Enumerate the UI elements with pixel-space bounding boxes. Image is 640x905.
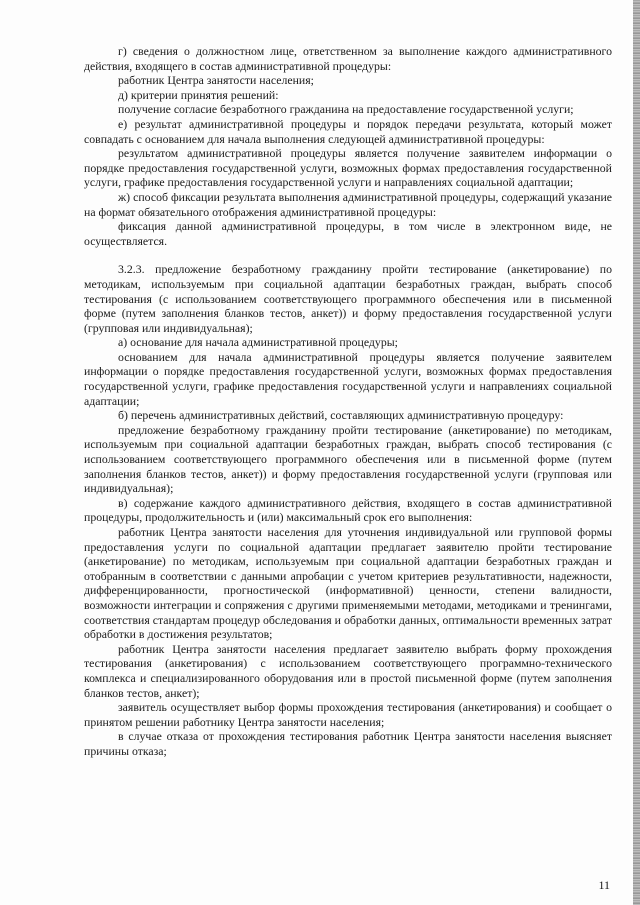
paragraph: б) перечень административных действий, составляющих административную процедуру:: [118, 408, 564, 423]
paragraph: работник Центра занятости населения предлагает заявителю выбрать форму прохождения тестирования (анкетирования) с использованием соответствующего программно-технического комплекса и специализированного оборудования или в простой письменной форме (путем заполнения бланков тестов, анкет);: [84, 641, 612, 700]
paragraph: д) критерии принятия решений:: [118, 87, 279, 102]
paragraph: г) сведения о должностном лице, ответственном за выполнение каждого административного действия, входящего в состав административной процедуры:: [84, 44, 612, 73]
paragraph: результатом административной процедуры является получение заявителем информации о порядке предоставления государственной услуги, возможных формах предоставления государственной услуги, графике предоставления государственной услуги и направлениях социальной адаптации;: [84, 146, 612, 190]
paragraph: предложение безработному гражданину пройти тестирование (анкетирование) по методикам, используемым при социальной адаптации безработных граждан, выбрать способ тестирования (с использованием соответствующего программного обеспечения или в письменной форме (путем заполнения бланков тестов, анкет)) и форму предоставления государственной услуги (групповая или индивидуальная);: [84, 422, 612, 496]
paragraph: заявитель осуществляет выбор формы прохождения тестирования (анкетирования) и сообщает о принятом решении работнику Центра занятости населения;: [84, 700, 612, 729]
paragraph: ж) способ фиксации результата выполнения административной процедуры, содержащий указание на формат обязательного отображения административной процедуры:: [84, 189, 612, 219]
paragraph: в случае отказа от прохождения тестирования работник Центра занятости населения выясняет причины отказа;: [84, 729, 612, 758]
paragraph: работник Центра занятости населения;: [118, 73, 314, 88]
page-number: 11: [598, 878, 610, 892]
body-text: [84, 44, 612, 759]
scan-edge-shadow: [633, 0, 640, 905]
paragraph: е) результат административной процедуры и порядок передачи результата, который может совпадать с основанием для начала выполнения следующей административной процедуры:: [84, 116, 612, 146]
section-heading-paragraph: 3.2.3. предложение безработному гражданину пройти тестирование (анкетирование) по методикам, используемым при социальной адаптации безработных граждан, выбрать способ тестирования (с использованием соответствующего программного обеспечения или в письменной форме (путем заполнения бланков тестов, анкет)) и форму предоставления государственной услуги (групповая или индивидуальная);: [84, 262, 612, 335]
paragraph: основанием для начала административной процедуры является получение заявителем информации о порядке предоставления государственной услуги, возможных формах предоставления государственной услуги, графике предоставления государственной услуги и направлениях социальной адаптации;: [84, 349, 612, 408]
paragraph: работник Центра занятости населения для уточнения индивидуальной или групповой формы предоставления услуги по социальной адаптации предлагает заявителю пройти тестирование (анкетирование) по методикам, используемым при социальной адаптации безработных граждан и отобранным в соответствии с данными апробации с учетом критериев результативности, надежности, дифференцированности, прогностической (информативной) ценности, степени валидности, возможности интеграции и сопряжения с другими применяемыми методами, методиками и тренингами, соответствия стандартам процедур обследования и обработки данных, оптимальности временных затрат обработки в достижения результатов;: [84, 525, 612, 642]
paragraph: фиксация данной административной процедуры, в том числе в электронном виде, не осуществляется.: [84, 219, 612, 248]
paragraph: получение согласие безработного гражданина на предоставление государственной услуги;: [118, 102, 574, 117]
paragraph: в) содержание каждого административного действия, входящего в состав административной процедуры, продолжительность и (или) максимальный срок его выполнения:: [84, 495, 612, 525]
paragraph: а) основание для начала административной процедуры;: [118, 335, 398, 350]
